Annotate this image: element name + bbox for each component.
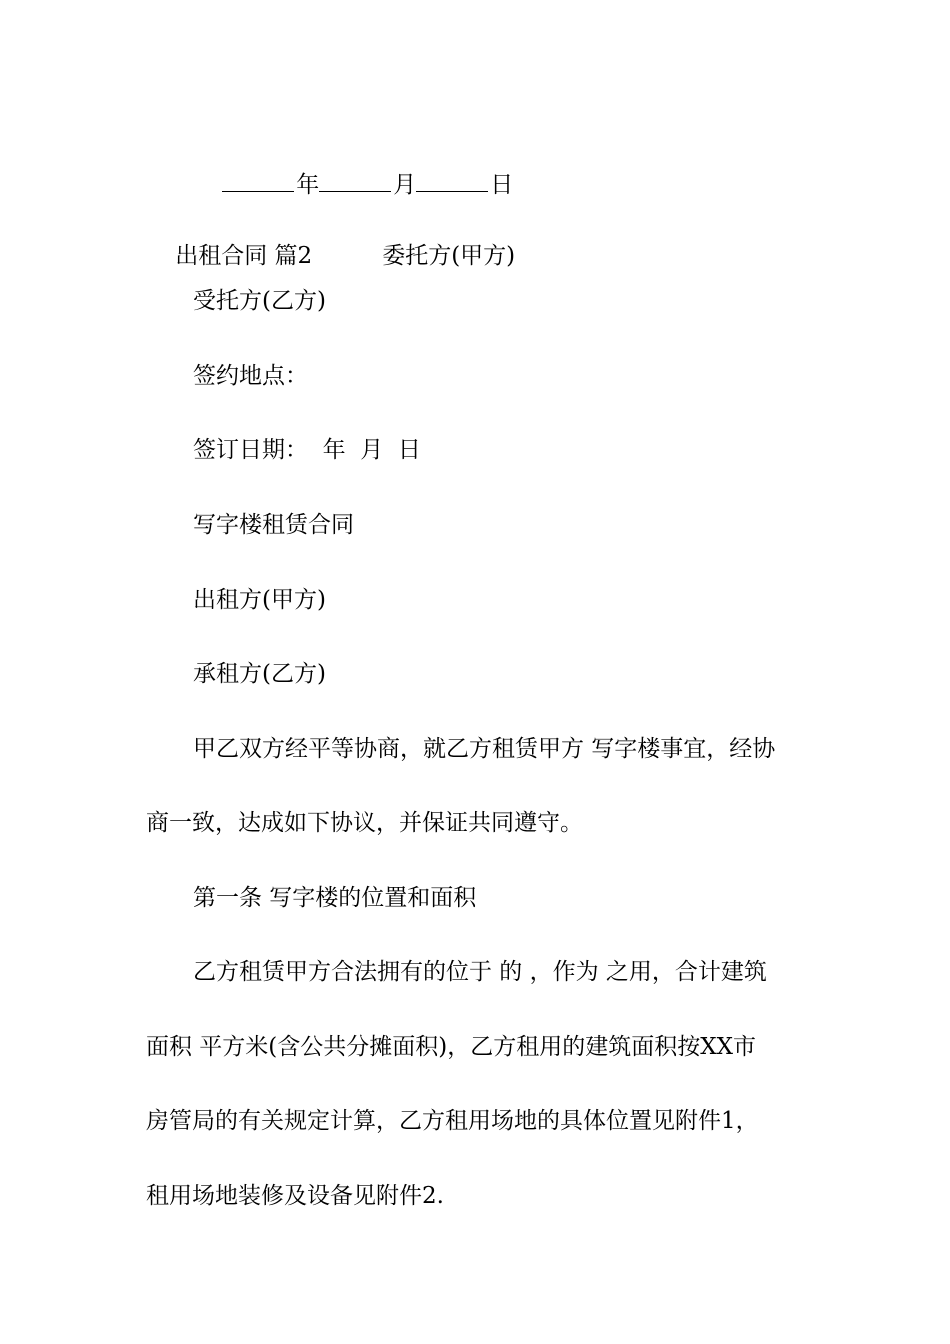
- day-blank: [416, 167, 488, 192]
- party-a-label: 委托方(甲方): [382, 243, 516, 269]
- text-line: 签订日期： 年 月 日: [193, 437, 421, 463]
- month-blank: [319, 167, 391, 192]
- paragraph-line: 甲乙双方经平等协商，就乙方租赁甲方 写字楼事宜，经协: [193, 736, 776, 762]
- paragraph-line: 乙方租赁甲方合法拥有的位于 的 ，作为 之用，合计建筑: [193, 959, 767, 985]
- text-line: 承租方(乙方): [193, 661, 326, 687]
- text-line: 写字楼租赁合同: [193, 512, 354, 538]
- month-label: 月: [393, 172, 417, 198]
- day-label: 日: [490, 172, 514, 198]
- paragraph-line: 房管局的有关规定计算，乙方租用场地的具体位置见附件1，: [146, 1108, 759, 1134]
- year-blank: [222, 167, 294, 192]
- text-line: 签约地点：: [193, 363, 308, 389]
- year-label: 年: [296, 172, 320, 198]
- paragraph-line: 租用场地装修及设备见附件2.: [146, 1183, 444, 1209]
- text-line: 出租方(甲方): [193, 587, 326, 613]
- article-heading: 第一条 写字楼的位置和面积: [193, 885, 477, 911]
- paragraph-line: 面积 平方米(含公共分摊面积)，乙方租用的建筑面积按XX市: [146, 1034, 757, 1060]
- section-title: 出租合同 篇2: [175, 243, 313, 269]
- text-line: 受托方(乙方): [193, 288, 326, 314]
- paragraph-line: 商一致，达成如下协议，并保证共同遵守。: [146, 810, 583, 836]
